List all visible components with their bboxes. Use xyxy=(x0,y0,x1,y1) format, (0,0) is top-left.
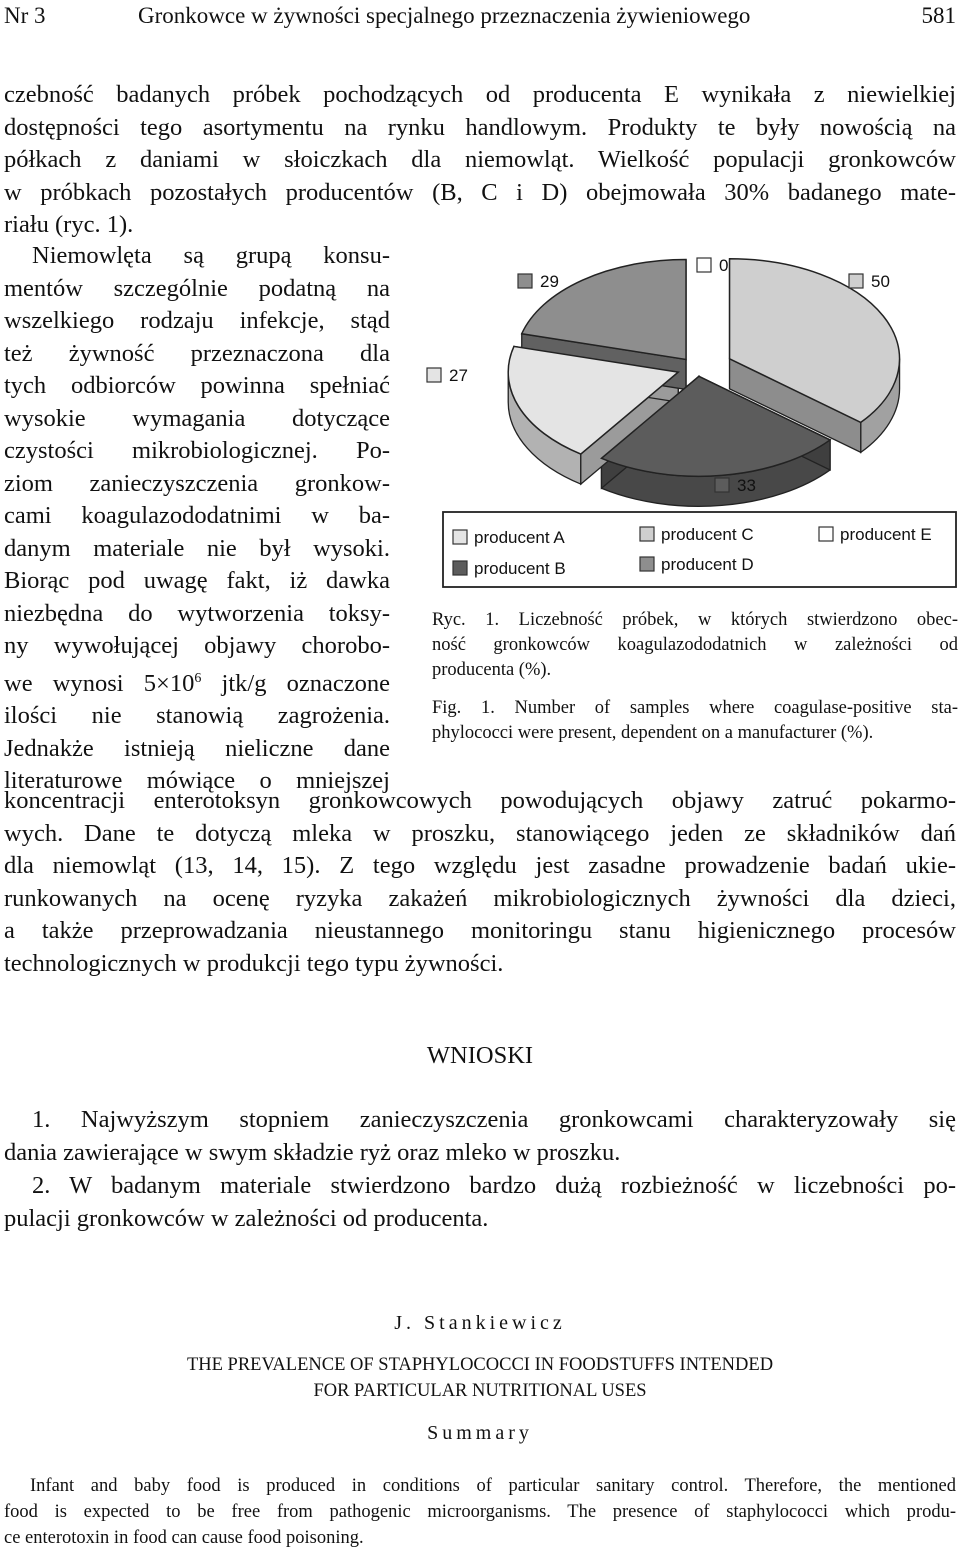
legend-label: producent D xyxy=(661,555,754,574)
text-line: technologicznych w produkcji tego typu żywności. xyxy=(4,949,504,977)
text-line: literaturowe mówiące o mniejszej xyxy=(4,767,390,795)
summary-title-line: THE PREVALENCE OF STAPHYLOCOCCI IN FOODSTUFFS INTENDED xyxy=(186,1355,774,1375)
text-line: riału (ryc. 1). xyxy=(4,211,134,238)
summary-title xyxy=(0,1352,960,1404)
paragraph-2-narrow xyxy=(4,240,390,798)
conclusions-heading: WNIOSKI xyxy=(426,1042,534,1069)
summary-text xyxy=(4,1473,956,1551)
text-line: czebność badanych próbek pochodzących od producenta E wynikała z niewielkiej xyxy=(4,81,956,108)
legend-label: producent B xyxy=(474,559,566,578)
legend-key xyxy=(453,561,467,575)
text-line: Biorąc pod uwagę fakt, iż dawka xyxy=(4,567,390,594)
text-line: niezbędna do wytworzenia toksy- xyxy=(4,599,390,627)
text-line: dostępności tego asortymentu na rynku handlowym. Produkty te były nowością na xyxy=(4,113,956,141)
text-line: koncentracji enterotoksyn gronkowcowych powodujących objawy zatruć pokarmo- xyxy=(4,787,956,814)
text-line: cami koagulazododatnimi w ba- xyxy=(4,502,390,529)
figure-caption-polish xyxy=(432,608,958,683)
legend-key xyxy=(453,530,467,544)
dose-suffix: jtk/g oznaczone xyxy=(201,669,391,697)
pie-tops xyxy=(508,259,899,477)
running-title: Gronkowce w żywności specjalnego przeznaczenia żywieniowego xyxy=(138,3,751,28)
figure-caption-english xyxy=(432,696,958,746)
dose-line xyxy=(4,663,390,701)
caption-line: Fig. 1. Number of samples where coagulase-positive sta- xyxy=(432,698,958,718)
text-line: danym materiale nie był wysoki. xyxy=(4,534,390,562)
conclusion-2 xyxy=(4,1170,956,1235)
data-label: 29 xyxy=(540,272,559,291)
text-line: mentów szczególnie podatną na xyxy=(4,274,390,302)
text-line: wych. Dane te dotyczą mleka w proszku, stanowiącego jeden ze składników dań xyxy=(4,819,956,847)
text-line: ce enterotoxin in food can cause food poisoning. xyxy=(4,1528,364,1548)
data-label: 27 xyxy=(449,366,468,385)
legend-key xyxy=(640,557,654,571)
conclusion-1 xyxy=(4,1104,956,1169)
text-line: 1. Najwyższym stopniem zanieczyszczenia gronkowcami charakteryzowały się xyxy=(32,1106,956,1133)
data-label-key xyxy=(427,368,441,382)
paragraph-2-wide xyxy=(4,785,956,980)
paragraph-1 xyxy=(4,79,956,242)
text-line: 2. W badanym materiale stwierdzono bardzo dużą rozbieżność w liczebności po- xyxy=(32,1172,956,1199)
data-label-key xyxy=(849,274,863,288)
summary-title-line: FOR PARTICULAR NUTRITIONAL USES xyxy=(313,1381,647,1401)
data-label: 0 xyxy=(719,256,729,275)
data-label-key xyxy=(518,274,532,288)
text-line: runkowanych na ocenę ryzyka zakażeń mikrobiologicznych żywności dla dzieci, xyxy=(4,884,956,912)
text-line: dla niemowląt (13, 14, 15). Z tego względu jest zasadne prowadzenie badań ukie- xyxy=(4,852,956,879)
page-number: 581 xyxy=(921,3,956,28)
caption-line: ność gronkowców koagulazododatnich w zależności od xyxy=(432,635,958,655)
legend-label: producent C xyxy=(661,525,754,544)
text-line: czystości mikrobiologicznej. Po- xyxy=(4,437,390,464)
text-line: food is expected to be free from pathogenic microorganisms. The presence of staphylococci which produ- xyxy=(4,1502,956,1522)
caption-line: producenta (%). xyxy=(432,660,552,680)
text-line: Infant and baby food is produced in conditions of particular sanitary control. Therefore, the mentioned xyxy=(30,1476,956,1496)
text-line: ilości nie stanowią zagrożenia. xyxy=(4,702,390,730)
data-label-key xyxy=(697,258,711,272)
data-label: 33 xyxy=(737,476,756,495)
legend-label: producent E xyxy=(840,525,932,544)
dose-exponent: 6 xyxy=(194,670,202,686)
summary-heading: Summary xyxy=(427,1422,533,1444)
text-line: pulacji gronkowców w zależności od producenta. xyxy=(4,1204,489,1232)
data-label: 50 xyxy=(871,272,890,291)
text-line: półkach z daniami w słoiczkach dla niemowląt. Wielkość populacji gronkowców xyxy=(4,146,956,173)
author-name: J. Stankiewicz xyxy=(394,1312,566,1334)
caption-line: Ryc. 1. Liczebność próbek, w których stwierdzono obec- xyxy=(432,610,958,630)
text-line: Jednakże istnieją nieliczne dane xyxy=(4,734,390,762)
text-line: też żywność przeznaczona dla xyxy=(4,339,390,367)
dose-base: 10 xyxy=(169,669,195,697)
pie-chart xyxy=(415,250,960,595)
text-line: Niemowlęta są grupą konsu- xyxy=(32,242,390,269)
text-line: ziom zanieczyszczenia gronkow- xyxy=(4,469,390,497)
data-label-key xyxy=(715,478,729,492)
legend-key xyxy=(819,527,833,541)
text-line: a także przeprowadzania nieustannego monitoringu stanu higienicznego procesów xyxy=(4,917,956,944)
text-line: w próbkach pozostałych producentów (B, C i D) obejmowała 30% badanego mate- xyxy=(4,178,956,206)
text-line: ny wywołującej objawy chorobo- xyxy=(4,632,390,659)
times-sign: × xyxy=(156,669,170,697)
text-line: tych odbiorców powinna spełniać xyxy=(4,372,390,399)
text-line: wszelkiego rodzaju infekcje, stąd xyxy=(4,307,390,334)
issue-number: Nr 3 xyxy=(4,3,46,28)
caption-line: phylococci were present, dependent on a manufacturer (%). xyxy=(432,723,874,743)
legend-key xyxy=(640,527,654,541)
text-line: dania zawierające w swym składzie ryż oraz mleko w proszku. xyxy=(4,1138,621,1166)
text-line: wysokie wymagania dotyczące xyxy=(4,404,390,432)
dose-prefix: we wynosi 5 xyxy=(4,669,156,697)
legend-label: producent A xyxy=(474,528,565,547)
